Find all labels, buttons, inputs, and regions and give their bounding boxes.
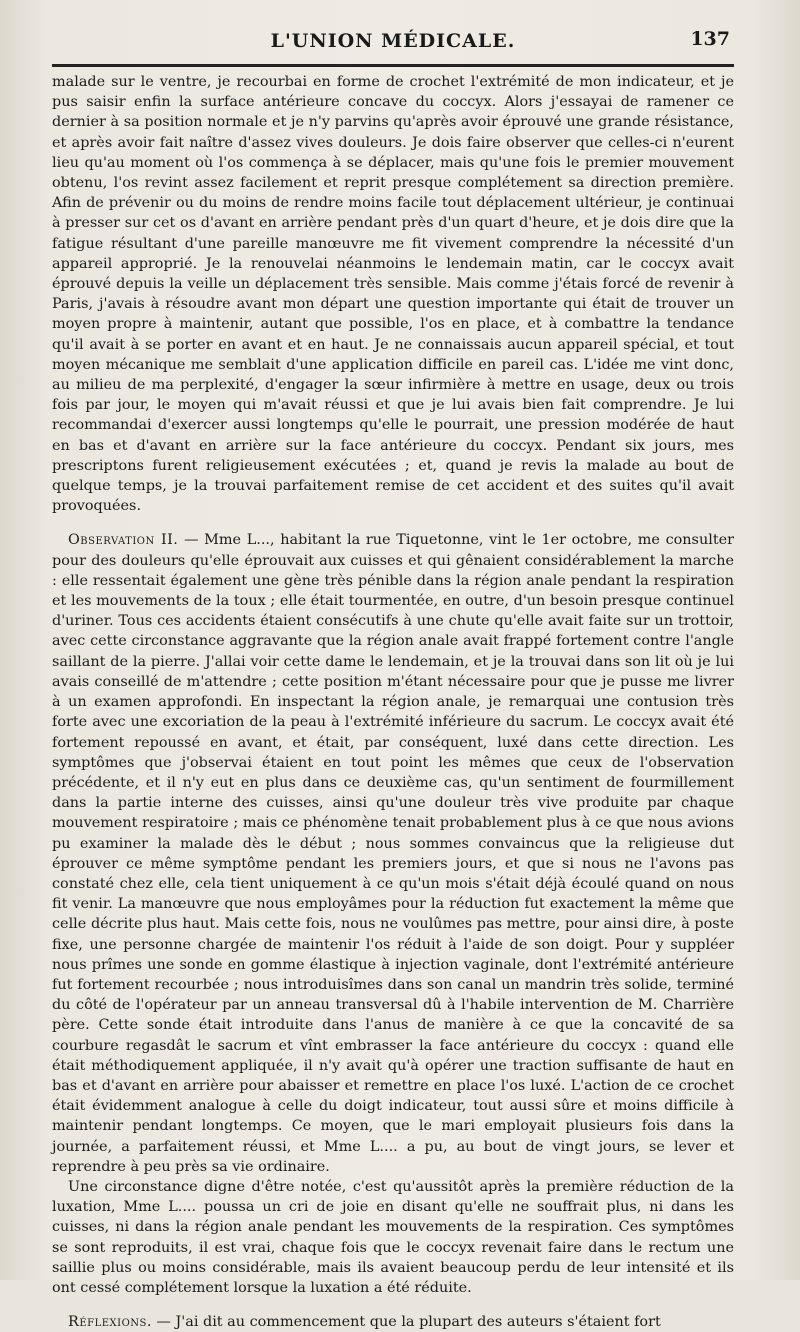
paragraph-reflexions xyxy=(52,1312,734,1332)
reflexions-heading: Réflexions. xyxy=(68,1314,152,1331)
observation-heading: Observation II. xyxy=(68,532,179,549)
page-header xyxy=(52,28,734,60)
observation-text: — Mme L..., habitant la rue Tiquetonne, vint le 1er octobre, me consulter pour des douleurs qu'elle éprouvait aux cuisses et qui gênaient considérablement la marche : elle ressentait également une gène très pénible dans la région anale pendant la respiration et les mouvements de la toux ; elle était tourmentée, en outre, d'un besoin presque continuel d'uriner. Tous ces accidents étaient consécutifs à une chute qu'elle avait faite sur un trottoir, avec cette circonstance aggravante que la région anale avait frappé fortement contre l'angle saillant de la pierre. J'allai voir cette dame le lendemain, et je la trouvai dans son lit où je lui avais conseillé de m'attendre ; cette position m'étant nécessaire pour que je pusse me livrer à un examen approfondi. En inspectant la région anale, je remarquai une contusion très forte avec une excoriation de la peau à l'extrémité inférieure du sacrum. Le coccyx avait été fortement repoussé en avant, et était, par conséquent, luxé dans cette direction. Les symptômes que j'observai étaient en tout point les mêmes que ceux de l'observation précédente, et il n'y eut en plus dans ce deuxième cas, qu'un sentiment de fourmillement dans la partie interne des cuisses, ainsi qu'une douleur très vive produite par chaque mouvement respiratoire ; mais ce phénomène tenait probablement plus à ce que nous avions pu examiner la malade dès le début ; nous sommes convaincus que la religieuse dut éprouver ce même symptôme pendant les premiers jours, et que si nous ne l'avons pas constaté chez elle, cela tient uniquement à ce qu'un mois s'était déjà écoulé quand on nous fit venir. La manœuvre que nous employâmes pour la réduction fut exactement la même que celle décrite plus haut. Mais cette fois, nous ne voulûmes pas mettre, pour ainsi dire, à poste fixe, une personne chargée de maintenir l'os réduit à l'aide de son doigt. Pour y suppléer nous prîmes une sonde en gomme élastique à injection vaginale, dont l'extrémité antérieure fut fortement recourbée ; nous introduisîmes dans son canal un mandrin très solide, terminé du côté de l'opérateur par un anneau transversal dû à l'habile intervention de M. Charrière père. Cette sonde était introduite dans l'anus de manière à ce que la concavité de sa courbure regasdât le sacrum et vînt embrasser la face antérieure du coccyx : quand elle était méthodiquement appliquée, il n'y avait qu'à opérer une traction suffisante de haut en bas et d'avant en arrière pour abaisser et remettre en place l'os luxé. L'action de ce crochet était évidemment analogue à celle du doigt indicateur, tout aussi sûre et moins difficile à maintenir pendant longtemps. Ce moyen, que le mari employait plusieurs fois dans la journée, a parfaitement réussi, et Mme L.... a pu, au bout de vingt jours, se lever et reprendre à peu près sa vie ordinaire. xyxy=(52,532,734,1175)
paragraph-continuation: malade sur le ventre, je recourbai en forme de crochet l'extrémité de mon indicateur, et je pus saisir enfin la surface antérieure concave du coccyx. Alors j'essayai de ramener ce dernier à sa position normale et je n'y parvins qu'après avoir éprouvé une grande résistance, et après avoir fait naître d'assez vives douleurs. Je dois faire observer que celles-ci n'eurent lieu qu'au moment où l'os commença à se déplacer, mais qu'une fois le premier mouvement obtenu, l'os revint assez facilement et reprit presque complétement sa direction première. Afin de prévenir ou du moins de rendre moins facile tout déplacement ultérieur, je continuai à presser sur cet os d'avant en arrière pendant près d'un quart d'heure, et je dois dire que la fatigue résultant d'une pareille manœuvre me fit vivement comprendre la nécessité d'un appareil approprié. Je la renouvelai néanmoins le lendemain matin, car le coccyx avait éprouvé depuis la veille un déplacement très sensible. Mais comme j'étais forcé de revenir à Paris, j'avais à résoudre avant mon départ une question importante qui était de trouver un moyen propre à maintenir, autant que possible, l'os en place, et à combattre la tendance qu'il avait à se porter en avant et en haut. Je ne connaissais aucun appareil spécial, et tout moyen mécanique me semblait d'une application difficile en pareil cas. L'idée me vint donc, au milieu de ma perplexité, d'engager la sœur infirmière à mettre en usage, deux ou trois fois par jour, le moyen qui m'avait réussi et que je lui avais bien fait comprendre. Je lui recommandai d'exercer aussi longtemps qu'elle le pourrait, une pression modérée de haut en bas et d'avant en arrière sur la face antérieure du coccyx. Pendant six jours, mes prescriptons furent religieusement exécutées ; et, quand je revis la malade au bout de quelque temps, je la trouvai parfaitement remise de cet accident et des suites qu'il avait provoquées. xyxy=(52,74,734,515)
article-body xyxy=(52,72,734,1332)
running-title: L'UNION MÉDICALE. xyxy=(270,30,516,52)
paragraph-circumstance: Une circonstance digne d'être notée, c'est qu'aussitôt après la première réduction de la luxation, Mme L.... poussa un cri de joie en disant qu'elle ne souffrait plus, ni dans les cuisses, ni dans la région anale pendant les mouvements de la respiration. Ces symptômes se sont reproduits, il est vrai, chaque fois que le coccyx revenait faire dans le rectum une saillie plus ou moins considérable, mais ils avaient beaucoup perdu de leur intensité et ils ont cessé complétement lorsque la luxation a été réduite. xyxy=(52,1178,734,1296)
reflexions-text: — J'ai dit au commencement que la plupart des auteurs s'étaient fort xyxy=(151,1314,661,1331)
paragraph-observation-2 xyxy=(52,530,734,1177)
header-rule xyxy=(52,64,734,67)
page-number: 137 xyxy=(690,28,730,50)
